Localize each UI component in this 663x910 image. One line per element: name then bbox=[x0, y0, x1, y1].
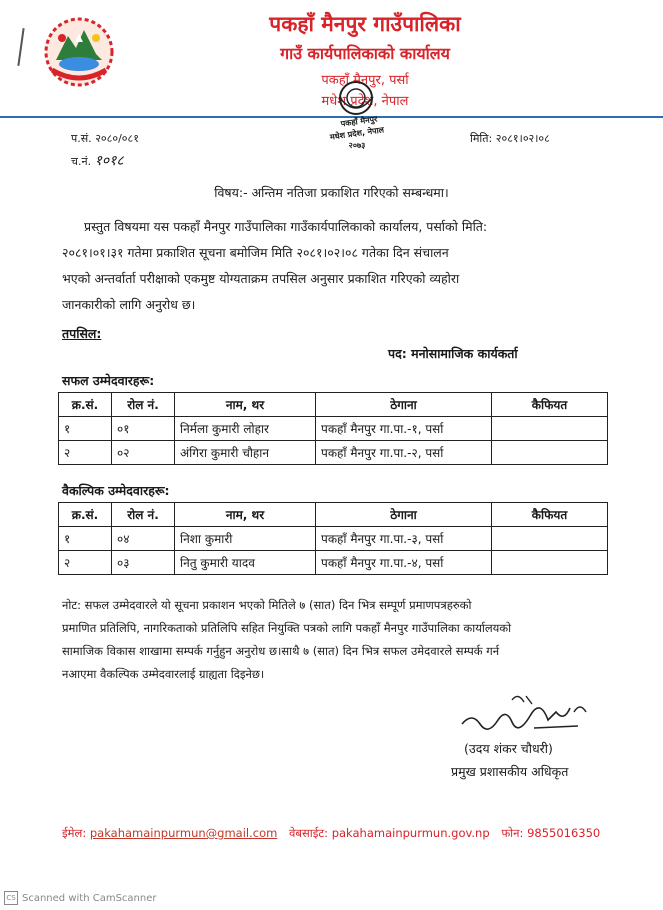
municipality-name: पकहाँ मैनपुर गाउँपालिका bbox=[269, 12, 461, 36]
cell-remarks bbox=[492, 441, 608, 465]
camscanner-icon: CS bbox=[4, 891, 18, 905]
subject-line: विषय:- अन्तिम नतिजा प्रकाशित गरिएको सम्बन्धमा। bbox=[214, 185, 449, 200]
stamp-text-1: पकहाँ मैनपुर bbox=[340, 114, 378, 129]
table-row bbox=[59, 527, 608, 551]
signatory-name: (उदय शंकर चौधरी) bbox=[464, 741, 553, 756]
col-serial: क्र.सं. bbox=[59, 503, 112, 527]
note-paragraph bbox=[62, 594, 622, 686]
website-link[interactable]: pakahamainpurmun.gov.np bbox=[331, 826, 490, 840]
cell-roll: ०४ bbox=[112, 527, 175, 551]
table-row bbox=[59, 441, 608, 465]
body-line: जानकारीको लागि अनुरोध छ। bbox=[62, 297, 196, 312]
col-roll: रोल नं. bbox=[112, 393, 175, 417]
cell-serial: २ bbox=[59, 441, 112, 465]
phone-number: 9855016350 bbox=[527, 826, 601, 840]
website-label: वेबसाईट: bbox=[289, 826, 329, 840]
cell-address: पकहाँ मैनपुर गा.पा.-१, पर्सा bbox=[316, 417, 492, 441]
watermark-text: Scanned with CamScanner bbox=[22, 892, 157, 904]
cell-name: निशा कुमारी bbox=[175, 527, 316, 551]
nepal-emblem-logo bbox=[38, 14, 120, 92]
cell-serial: २ bbox=[59, 551, 112, 575]
cell-name: अंगिरा कुमारी चौहान bbox=[175, 441, 316, 465]
body-line: प्रस्तुत विषयमा यस पकहाँ मैनपुर गाउँपालिका गाउँकार्यपालिकाको कार्यालय, पर्साको मिति: bbox=[84, 219, 488, 234]
table-header-row bbox=[59, 503, 608, 527]
stamp-year: २०७३ bbox=[348, 141, 366, 150]
cell-roll: ०३ bbox=[112, 551, 175, 575]
letter-date bbox=[470, 131, 550, 146]
col-name: नाम, थर bbox=[175, 393, 316, 417]
cell-serial: १ bbox=[59, 417, 112, 441]
note-line: प्रमाणित प्रतिलिपि, नागरिकताको प्रतिलिपि सहित नियुक्ति पत्रको लागि पकहाँ मैनपुर गाउँपालिका कार्यालयको bbox=[62, 621, 512, 635]
office-province: मधेश प्रदेश, नेपाल bbox=[321, 94, 409, 109]
handwritten-signature bbox=[452, 690, 592, 736]
col-roll: रोल नं. bbox=[112, 503, 175, 527]
dispatch-number bbox=[71, 151, 124, 170]
email-label: ईमेल: bbox=[62, 826, 87, 840]
col-name: नाम, थर bbox=[175, 503, 316, 527]
cell-address: पकहाँ मैनपुर गा.पा.-४, पर्सा bbox=[316, 551, 492, 575]
cell-remarks bbox=[492, 417, 608, 441]
col-address: ठेगाना bbox=[316, 503, 492, 527]
cell-remarks bbox=[492, 551, 608, 575]
camscanner-watermark bbox=[4, 891, 157, 905]
dispatch-value: १०१८ bbox=[94, 153, 124, 169]
note-line: नआएमा वैकल्पिक उम्मेदवारलाई ग्राह्यता दिइनेछ। bbox=[62, 667, 265, 681]
office-stamp bbox=[318, 72, 396, 162]
body-line: २०८१।०१।३१ गतेमा प्रकाशित सूचना बमोजिम मिति २०८१।०२।०८ गतेका दिन संचालन bbox=[62, 245, 449, 260]
table-header-row bbox=[59, 393, 608, 417]
cell-address: पकहाँ मैनपुर गा.पा.-२, पर्सा bbox=[316, 441, 492, 465]
cell-name: नितु कुमारी यादव bbox=[175, 551, 316, 575]
note-line: सामाजिक विकास शाखामा सम्पर्क गर्नुहुन अनुरोध छ।साथै ७ (सात) दिन भित्र सफल उमेदवारले सम्पर्क गर्न bbox=[62, 644, 500, 658]
office-name: गाउँ कार्यपालिकाको कार्यालय bbox=[280, 44, 450, 63]
dispatch-label: च.नं. bbox=[71, 155, 92, 168]
email-link[interactable]: pakahamainpurmun@gmail.com bbox=[89, 826, 278, 840]
ref-label: प.सं. bbox=[71, 132, 92, 145]
ref-value: २०८०/०८१ bbox=[95, 132, 139, 145]
cell-roll: ०२ bbox=[112, 441, 175, 465]
date-label: मिति: bbox=[470, 132, 493, 145]
phone-label: फोन: bbox=[501, 826, 524, 840]
successful-candidates-table bbox=[58, 392, 608, 465]
col-serial: क्र.सं. bbox=[59, 393, 112, 417]
cell-serial: १ bbox=[59, 527, 112, 551]
body-line: भएको अन्तर्वार्ता परीक्षाको एकमुष्ट योग्यताक्रम तपसिल अनुसार प्रकाशित गरिएको व्यहोरा bbox=[62, 271, 460, 286]
tapsil-label: तपसिल: bbox=[62, 326, 102, 341]
col-remarks: कैफियत bbox=[492, 393, 608, 417]
reference-number bbox=[71, 131, 139, 146]
col-remarks: कैफियत bbox=[492, 503, 608, 527]
successful-heading: सफल उम्मेदवारहरू: bbox=[62, 373, 155, 388]
note-line: नोट: सफल उम्मेदवारले यो सूचना प्रकाशन भएको मितिले ७ (सात) दिन भित्र सम्पूर्ण प्रमाणपत्रहरुको bbox=[62, 598, 472, 612]
office-address: पकहाँ मैनपुर, पर्सा bbox=[321, 73, 409, 88]
cell-name: निर्मला कुमारी लोहार bbox=[175, 417, 316, 441]
stamp-text-2: मधेश प्रदेश, नेपाल bbox=[329, 125, 385, 142]
col-address: ठेगाना bbox=[316, 393, 492, 417]
cell-address: पकहाँ मैनपुर गा.पा.-३, पर्सा bbox=[316, 527, 492, 551]
date-value: २०८१।०२।०८ bbox=[495, 132, 550, 145]
margin-mark bbox=[17, 28, 24, 66]
post-title: पद: मनोसामाजिक कार्यकर्ता bbox=[388, 346, 518, 361]
body-paragraph bbox=[62, 214, 622, 318]
signatory-title: प्रमुख प्रशासकीय अधिकृत bbox=[451, 764, 569, 779]
table-row bbox=[59, 417, 608, 441]
alternate-heading: वैकल्पिक उम्मेदवारहरू: bbox=[62, 483, 170, 498]
table-row bbox=[59, 551, 608, 575]
cell-remarks bbox=[492, 527, 608, 551]
footer-contacts bbox=[62, 826, 662, 841]
cell-roll: ०१ bbox=[112, 417, 175, 441]
alternate-candidates-table bbox=[58, 502, 608, 575]
